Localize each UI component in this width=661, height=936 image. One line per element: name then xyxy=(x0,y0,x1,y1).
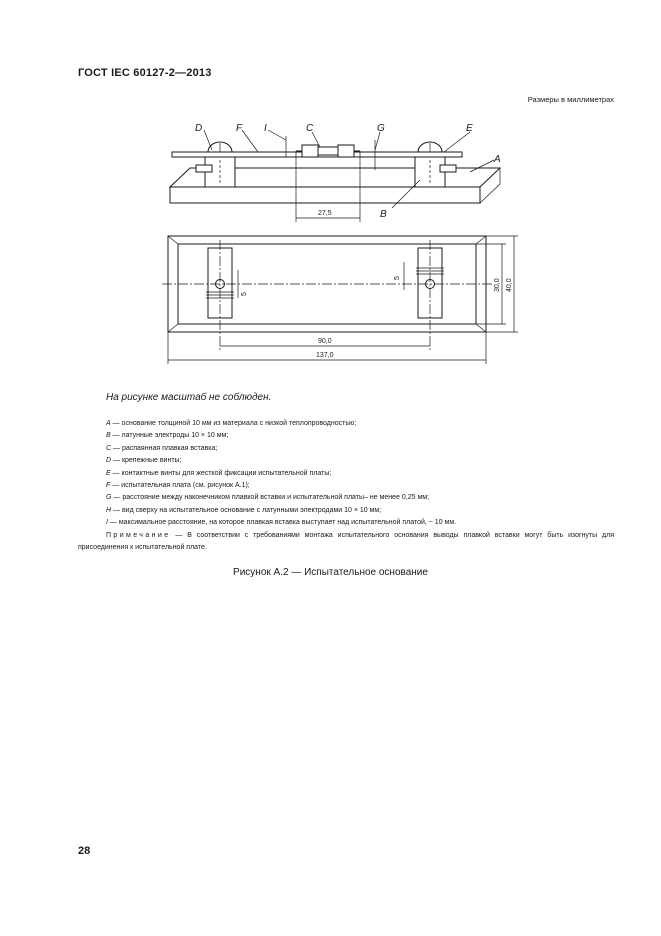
legend-item: B — латунные электроды 10 × 10 мм; xyxy=(106,432,229,440)
dim-30: 30,0 xyxy=(494,278,501,292)
technical-drawing xyxy=(0,0,661,380)
side-screw-left xyxy=(196,165,212,172)
legend-item: H — вид сверху на испытательное основание с латунными электродами 10 × 10 мм; xyxy=(106,506,382,514)
dim-137: 137,0 xyxy=(316,352,334,359)
dim-5-right: 5 xyxy=(394,276,401,280)
label-i: I xyxy=(264,123,267,134)
top-view xyxy=(162,236,518,364)
side-screw-right xyxy=(440,165,456,172)
legend-item: C — распаянная плавкая вставка; xyxy=(106,444,218,452)
legend-item: E — контактные винты для жесткой фиксации испытательной платы; xyxy=(106,469,332,477)
document-header: ГОСТ IEC 60127-2—2013 xyxy=(78,67,212,79)
label-e: E xyxy=(466,123,473,134)
label-d: D xyxy=(195,123,203,134)
legend xyxy=(106,418,456,530)
side-view xyxy=(170,123,501,222)
dim-40: 40,0 xyxy=(506,278,513,292)
label-g: G xyxy=(377,123,385,134)
page-number: 28 xyxy=(78,845,91,857)
label-b: B xyxy=(380,209,387,220)
figure-caption: Рисунок А.2 — Испытательное основание xyxy=(233,567,428,578)
legend-item: I — максимальное расстояние, на которое плавкая вставка выступает над испытательной платой, − 10 мм. xyxy=(106,519,457,527)
units-note: Размеры в миллиметрах xyxy=(527,95,614,104)
fuse-cap-left xyxy=(302,145,318,157)
dim-27-5: 27,5 xyxy=(318,210,332,217)
legend-item: F — испытательная плата (см. рисунок А.1); xyxy=(106,482,250,490)
label-a: A xyxy=(494,154,501,165)
scale-note: На рисунке масштаб не соблюден. xyxy=(106,392,272,403)
fuse-cap-right xyxy=(338,145,354,157)
legend-item: G — расстояние между наконечником плавкой вставки и испытательной платы– не менее 0,25 мм; xyxy=(106,494,430,502)
base-front-face xyxy=(170,187,480,203)
label-c: C xyxy=(306,123,314,134)
dim-90: 90,0 xyxy=(318,338,332,345)
legend-item: D — крепежные винты; xyxy=(106,457,182,465)
label-f: F xyxy=(236,123,243,134)
figure-note: Примечание — В соответствии с требованиями монтажа испытательного основания выводы плавкой вставки могут быть изогнуты для присоединения к испытательной плате. xyxy=(78,532,614,552)
legend-item: A — основание толщиной 10 мм из материала с низкой теплопроводностью; xyxy=(106,420,357,427)
dim-5-left: 5 xyxy=(241,292,248,296)
